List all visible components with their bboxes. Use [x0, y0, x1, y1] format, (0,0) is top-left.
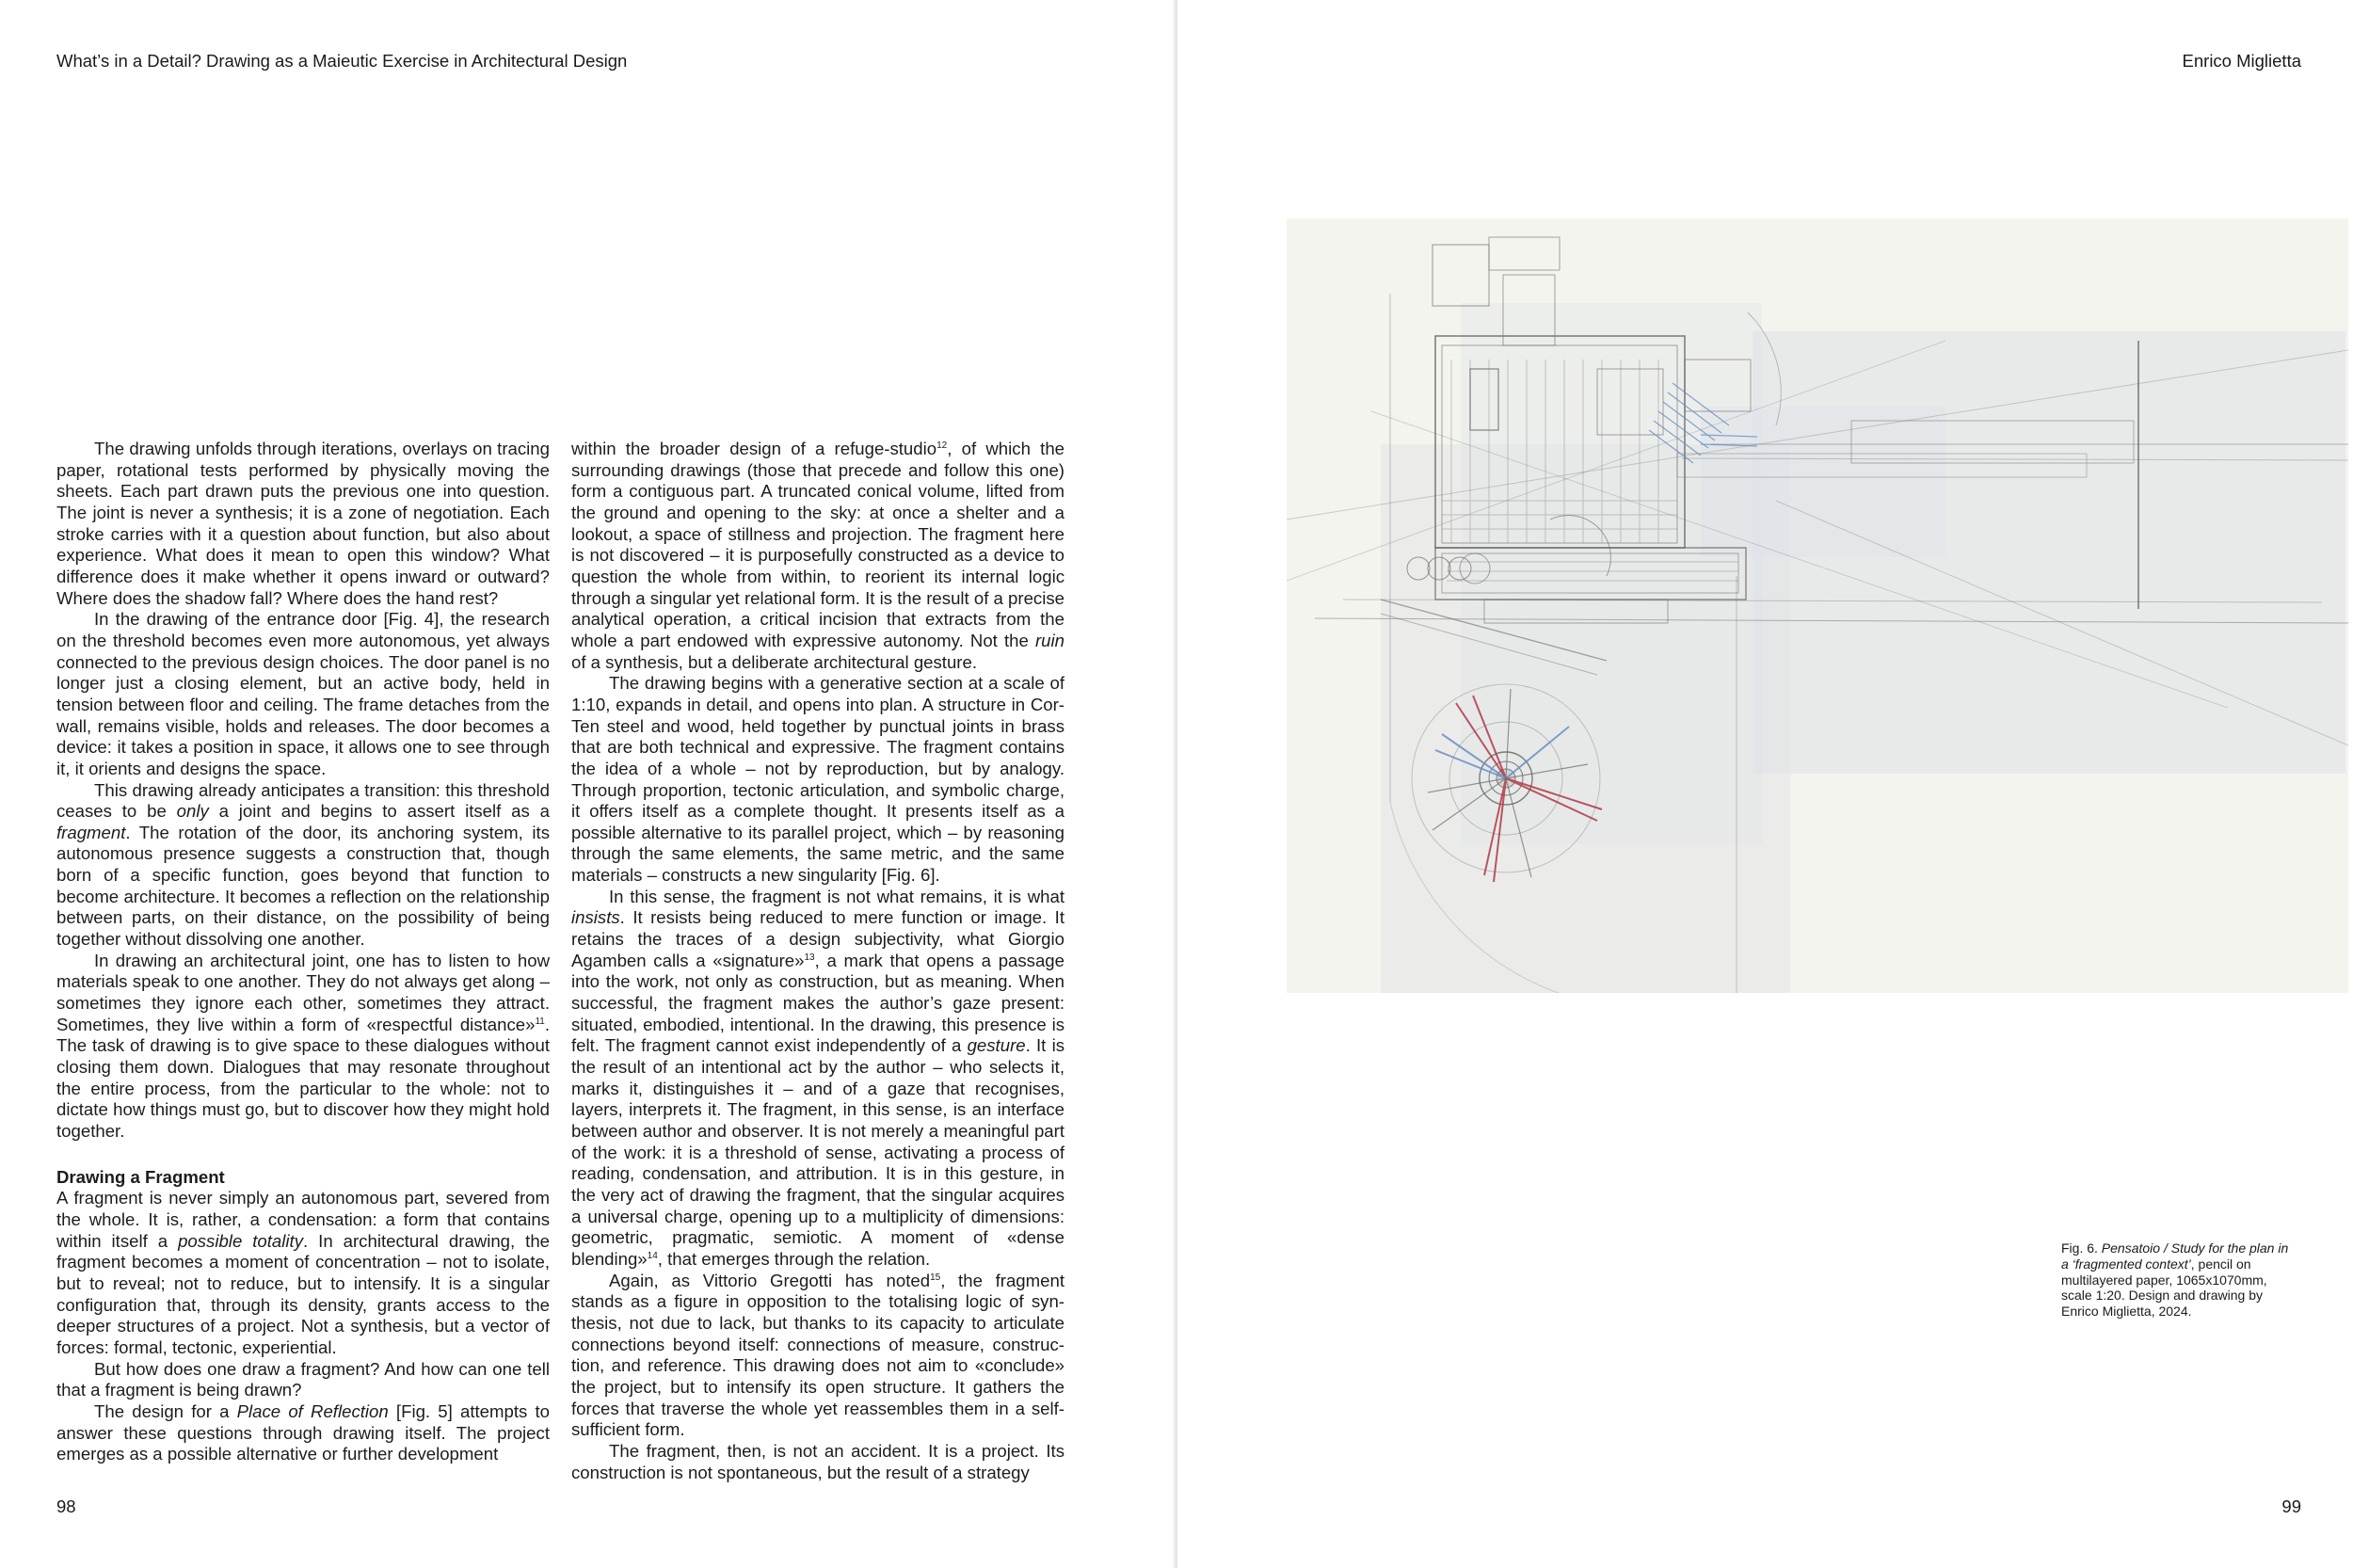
text-column-1	[56, 439, 550, 1493]
paragraph: This drawing already anticipates a transition: this threshold ceases to be only a joint and begins to assert itself as a fragment. The rotation of the door, its anchoring system, its autonomous presence suggests a construction that, though born of a specific function, goes beyond that function to become architecture. It becomes a reflection on the relationship between parts, on their distance, on the possibility of being together without dissolving one another.	[56, 779, 550, 950]
right-page	[1177, 0, 2353, 1568]
paragraph: In the drawing of the entrance door [Fig. 4], the research on the threshold becomes even more autonomous, yet always connected to the previous design choices. The door panel is no longer just a closing element, but an active body, held in tension between floor and ceiling. The frame detaches from the wall, remains visible, holds and releases. The door becomes a device: it takes a position in space, it allows one to see through it, it orients and designs the space.	[56, 609, 550, 778]
paragraph: The design for a Place of Reflection [Fig. 5] attempts to answer these questions through drawing itself. The project emerges as a possible alternative or further development	[56, 1400, 550, 1464]
paragraph: Again, as Vittorio Gregotti has noted$^{15}$, the fragment stands as a figure in opposition to the totalising logic of synthesis, not due to lack, but thanks to its capacity to articulate connections beyond itself: connections of measure, construction, and reference. This drawing does not aim to «conclude» the project, but to intensify its open structure. It gathers the forces that traverse the whole yet reassembles them in a self-sufficient form.	[571, 1270, 1064, 1440]
footnote-ref: 11	[535, 1016, 545, 1027]
figure-drawing	[1287, 218, 2348, 993]
footnote-ref: 14	[647, 1250, 658, 1261]
paragraph: But how does one draw a fragment? And how can one tell that a fragment is being drawn?	[56, 1358, 550, 1400]
figure-caption: Fig. 6. Pensatoio / Study for the plan in a ‘fragmented context’, pencil on multilayered paper, 1065x1070mm, scale 1:20. Design and drawing by Enrico Miglietta, 2024.	[2061, 1240, 2289, 1320]
architectural-plan-drawing	[1287, 218, 2348, 993]
page-number: 99	[2281, 1496, 2301, 1516]
paragraph: within the broader design of a refuge-studio$^{12}$, of which the surrounding drawings (those that precede and follow this one) form a contiguous part. A truncated conical volume, lifted from the ground and opening to the sky: at once a shelter and a lookout, a space of stillness and projection. The fragment here is not discovered – it is purposefully constructed as a device to question the whole from within, to reorient its internal logic through a singular yet relational form. It is the result of a precise analytical operation, a critical incision that extracts from the whole a part endowed with expressive autonomy. Not the ruin of a synthesis, but a deliberate architectural gesture.	[571, 439, 1064, 672]
paragraph: In this sense, the fragment is not what remains, it is what insists. It resists being reduced to mere function or image. It retains the traces of a design subjectivity, what Giorgio Agamben calls a «signature»$^{13}$, a mark that opens a passage into the work, not only as construction, but as meaning. When successful, the fragment makes the author’s gaze present: situated, embodied, intentional. In the drawing, this presence is felt. The fragment cannot exist independently of a gesture. It is the result of an intentional act by the author – who selects it, marks it, distinguishes it – and of a gaze that recognises, layers, interprets it. The fragment, in this sense, is an interface between author and observer. It is not merely a meaningful part of the work: it is a threshold of sense, activating a process of reading, condensation, and attribution. It is in this gesture, in the very act of drawing the fragment, that the singular acquires a universal charge, opening up to a multiplicity of dimensions: geometric, pragmatic, semiotic. A moment of «dense blending»$^{14}$, that emerges through the relation.	[571, 886, 1064, 1269]
tracing-layer	[1701, 407, 1945, 557]
paragraph: A fragment is never simply an autonomous part, severed from the whole. It is, rather, a condensation: a form that contains within itself a possible totality. In architectural drawing, the fragment becomes a moment of concentration – not to isolate, but to reveal; not to reduce, but to intensify. It is a singular configuration that, through its density, grants access to the deeper structures of a project. Not a synthesis, but a vector of forces: formal, tectonic, experiential.	[56, 1188, 550, 1357]
paragraph: The drawing begins with a generative section at a scale of 1:10, expands in detail, and opens into plan. A structure in Cor-Ten steel and wood, held together by punctual joints in brass that are both technical and expressive. The fragment contains the idea of a whole – not by reproduction, but by analogy. Through proportion, tectonic articulation, and symbolic charge, it offers itself as a complete thought. It presents itself as a possible alternative to its parallel project, which – by reasoning through the same elements, the same metric, and the same materials – constructs a new singularity [Fig. 6].	[571, 673, 1064, 886]
page-number: 98	[56, 1496, 76, 1516]
paragraph: The drawing unfolds through iterations, overlays on tracing paper, rotational tests performed by physically moving the sheets. Each part drawn puts the previous one into question. The joint is never a synthesis; it is a zone of negotiation. Each stroke carries with it a question about function, but also about experience. What does it mean to open this window? What difference does it make whether it opens inward or outward? Where does the shadow fall? Where does the hand rest?	[56, 439, 550, 608]
running-head-author: Enrico Miglietta	[2182, 51, 2301, 71]
running-head-title: What’s in a Detail? Drawing as a Maieutic Exercise in Architectural Design	[56, 51, 628, 71]
text-column-2	[571, 439, 1064, 1493]
section-heading: Drawing a Fragment	[56, 1166, 225, 1187]
paragraph: The fragment, then, is not an accident. It is a project. Its construction is not spontaneous, but the result of a strategy	[571, 1440, 1064, 1482]
footnote-ref: 12	[936, 440, 948, 451]
footnote-ref: 15	[930, 1272, 941, 1283]
footnote-ref: 13	[804, 952, 815, 963]
paragraph: In drawing an architectural joint, one has to listen to how materials speak to one another. They do not always get along – sometimes they ignore each other, sometimes they attract. Sometimes, they live within a form of «respectful distance»$^{11}$. The task of drawing is to give space to these dialogues without closing them down. Dialogues that may resonate throughout the entire process, from the particular to the whole: not to dictate how things must go, but to discover how they might hold together.	[56, 950, 550, 1141]
left-page	[0, 0, 1176, 1568]
